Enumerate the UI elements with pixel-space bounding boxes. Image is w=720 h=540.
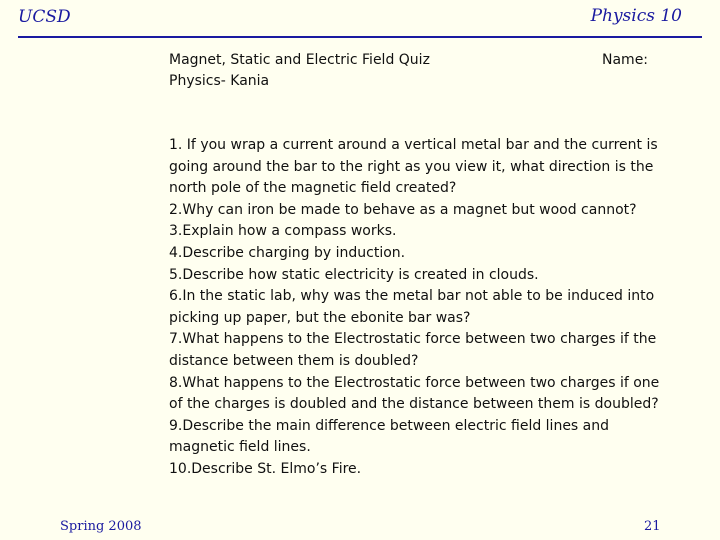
question-item: 8.What happens to the Electrostatic force between two charges if one of the charges is doubled and the distance between them is doubled?: [169, 374, 660, 413]
question-item: 2.Why can iron be made to behave as a magnet but wood cannot?: [169, 201, 637, 218]
page-number: 21: [644, 519, 661, 534]
question-item: 4.Describe charging by induction.: [169, 244, 406, 261]
name-label: Name:: [602, 52, 649, 68]
question-item: 7.What happens to the Electrostatic force between two charges if the distance between them is doubled?: [169, 331, 657, 369]
question-item: 3.Explain how a compass works.: [169, 223, 397, 240]
header-divider: [18, 36, 702, 38]
question-item: 5.Describe how static electricity is created in clouds.: [169, 266, 539, 283]
header-subject: Physics 10: [590, 6, 682, 26]
header-course: UCSD: [18, 7, 71, 27]
question-item: 10.Describe St. Elmo’s Fire.: [169, 460, 362, 477]
quiz-title-line1: Magnet, Static and Electric Field Quiz: [169, 52, 430, 68]
quiz-title: [169, 50, 430, 92]
question-list: [169, 135, 669, 481]
question-item: 6.In the static lab, why was the metal bar not able to be induced into picking up paper, but the ebonite bar was?: [169, 288, 655, 326]
question-item: 9.Describe the main difference between electric field lines and magnetic field lines.: [169, 417, 610, 456]
footer-term: Spring 2008: [60, 519, 142, 534]
quiz-title-line2: Physics- Kania: [169, 73, 270, 89]
question-item: 1. If you wrap a current around a vertical metal bar and the current is going around the bar to the right as you view it, what direction is the north pole of the magnetic field created?: [169, 137, 658, 197]
